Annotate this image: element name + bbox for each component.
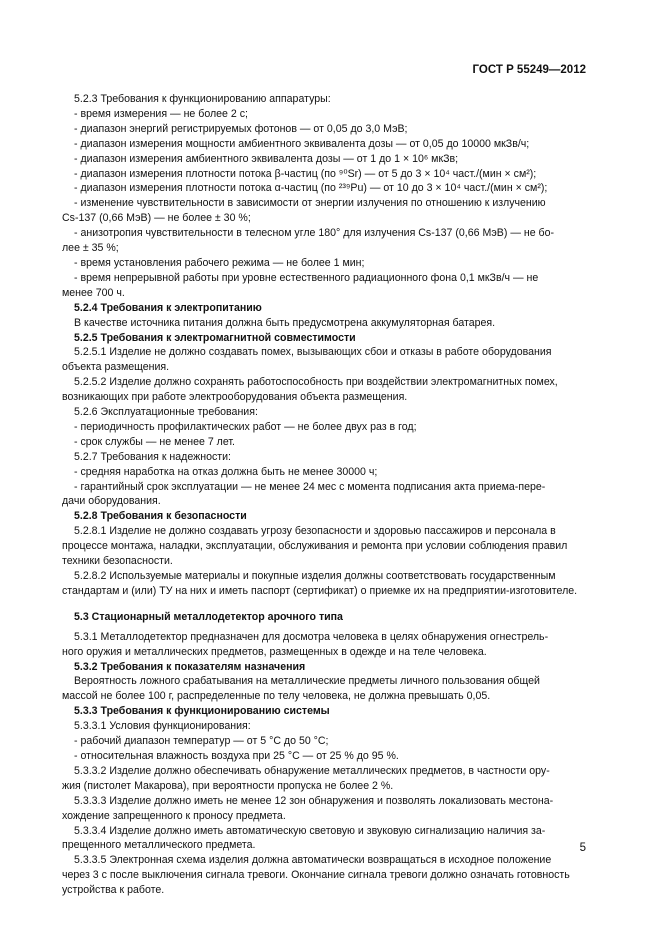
text-line: 5.2.7 Требования к надежности: [74, 450, 231, 463]
text-line: - время измерения — не более 2 с; [74, 107, 248, 120]
text-line: устройства к работе. [62, 884, 165, 897]
text-line: - рабочий диапазон температур — от 5 °С до 50 °С; [74, 735, 329, 748]
text-line: 5.3.1 Металлодетектор предназначен для досмотра человека в целях обнаружения огнестрель- [74, 630, 549, 643]
text-line: менее 700 ч. [62, 286, 125, 299]
text-line: 5.3.2 Требования к показателям назначения [74, 660, 306, 673]
text-line: - диапазон измерения мощности амбиентного эквивалента дозы — от 0,05 до 10000 мкЗв/ч; [74, 137, 530, 150]
text-line: объекта размещения. [62, 361, 170, 374]
text-line: 5.2.6 Эксплуатационные требования: [74, 406, 258, 419]
text-line: через 3 с после выключения сигнала тревоги. Окончание сигнала тревоги должно означать готовность [62, 869, 570, 882]
document-body [62, 92, 592, 898]
text-line: 5.2.5 Требования к электромагнитной совместимости [74, 331, 356, 344]
text-line: - гарантийный срок эксплуатации — не менее 24 мес с момента подписания акта приема-пере- [74, 480, 546, 493]
text-line: 5.3.3 Требования к функционированию системы [74, 705, 330, 718]
text-line: - диапазон измерения плотности потока β-частиц (по ⁹⁰Sr) — от 5 до 3 × 10⁴ част./(мин × см²); [74, 167, 537, 180]
document-header: ГОСТ Р 55249—2012 [472, 64, 586, 76]
text-line: 5.2.3 Требования к функционированию аппаратуры: [74, 93, 331, 105]
text-line: 5.2.8.2 Используемые материалы и покупные изделия должны соответствовать государственным [74, 570, 556, 582]
text-line: - изменение чувствительности в зависимости от энергии излучения по отношению к излучению [74, 197, 546, 210]
text-line: - периодичность профилактических работ — не более двух раз в год; [74, 420, 417, 433]
text-line: техники безопасности. [62, 555, 173, 568]
text-line: 5.2.4 Требования к электропитанию [74, 301, 262, 314]
text-line: - время непрерывной работы при уровне естественного радиационного фона 0,1 мкЗв/ч — не [74, 271, 539, 284]
text-line: прещенного металлического предмета. [62, 839, 256, 852]
text-line: лее ± 35 %; [62, 242, 119, 255]
text-line: ного оружия и металлических предметов, размещенных в одежде и на теле человека. [62, 645, 487, 658]
text-line: массой не более 100 г, распределенные по телу человека, не должна превышать 0,05. [62, 690, 491, 703]
text-line: - анизотропия чувствительности в телесном угле 180° для излучения Cs-137 (0,66 МэВ) — не бо- [74, 227, 555, 240]
text-line: дачи оборудования. [62, 495, 161, 508]
text-line: Cs-137 (0,66 МэВ) — не более ± 30 %; [62, 212, 251, 225]
text-line: 5.3.3.3 Изделие должно иметь не менее 12 зон обнаружения и позволять локализовать местона- [74, 794, 554, 807]
text-line: 5.2.8.1 Изделие не должно создавать угрозу безопасности и здоровью пассажиров и персонала в [74, 525, 556, 538]
text-line: - диапазон измерения амбиентного эквивалента дозы — от 1 до 1 × 10⁶ мкЗв; [74, 152, 459, 165]
text-line: - срок службы — не менее 7 лет. [74, 435, 236, 448]
text-line: хождение запрещенного к проносу предмета. [62, 809, 286, 822]
text-line: - диапазон энергий регистрируемых фотонов — от 0,05 до 3,0 МэВ; [74, 122, 408, 135]
text-line: 5.2.5.1 Изделие не должно создавать помех, вызывающих сбои и отказы в работе оборудования [74, 346, 552, 359]
text-line: - относительная влажность воздуха при 25 °С — от 25 % до 95 %. [74, 749, 399, 762]
text-line: 5.3.3.5 Электронная схема изделия должна автоматически возвращаться в исходное положение [74, 854, 552, 867]
text-line: 5.3.3.1 Условия функционирования: [74, 720, 251, 733]
text-line: 5.3 Стационарный металлодетектор арочного типа [74, 610, 343, 623]
text-line: стандартам и (или) ТУ на них и иметь паспорт (сертификат) о приемке их на предприятии-изготовителе. [62, 584, 578, 597]
text-line: - средняя наработка на отказ должна быть не менее 30000 ч; [74, 465, 378, 478]
text-line: Вероятность ложного срабатывания на металлические предметы личного пользования общей [74, 675, 540, 688]
text-line: 5.3.3.2 Изделие должно обеспечивать обнаружение металлических предметов, в частности ору- [74, 764, 550, 777]
text-line: 5.2.8 Требования к безопасности [74, 510, 247, 523]
text-line: 5.2.5.2 Изделие должно сохранять работоспособность при воздействии электромагнитных помех, [74, 376, 558, 389]
text-line: 5.3.3.4 Изделие должно иметь автоматическую световую и звуковую сигнализацию наличия за- [74, 824, 546, 837]
text-line: процессе монтажа, наладки, эксплуатации, обслуживания и ремонта при условии соблюдения правил [62, 540, 568, 553]
text-line: жия (пистолет Макарова), при вероятности пропуска не более 2 %. [62, 779, 394, 792]
text-line: В качестве источника питания должна быть предусмотрена аккумуляторная батарея. [74, 316, 496, 329]
text-line: - время установления рабочего режима — не более 1 мин; [74, 256, 365, 269]
text-line: возникающих при работе электрооборудования объекта размещения. [62, 391, 408, 404]
text-line: - диапазон измерения плотности потока α-частиц (по ²³⁹Pu) — от 10 до 3 × 10⁴ част./(мин × см²); [74, 182, 548, 195]
page-number: 5 [579, 842, 586, 854]
